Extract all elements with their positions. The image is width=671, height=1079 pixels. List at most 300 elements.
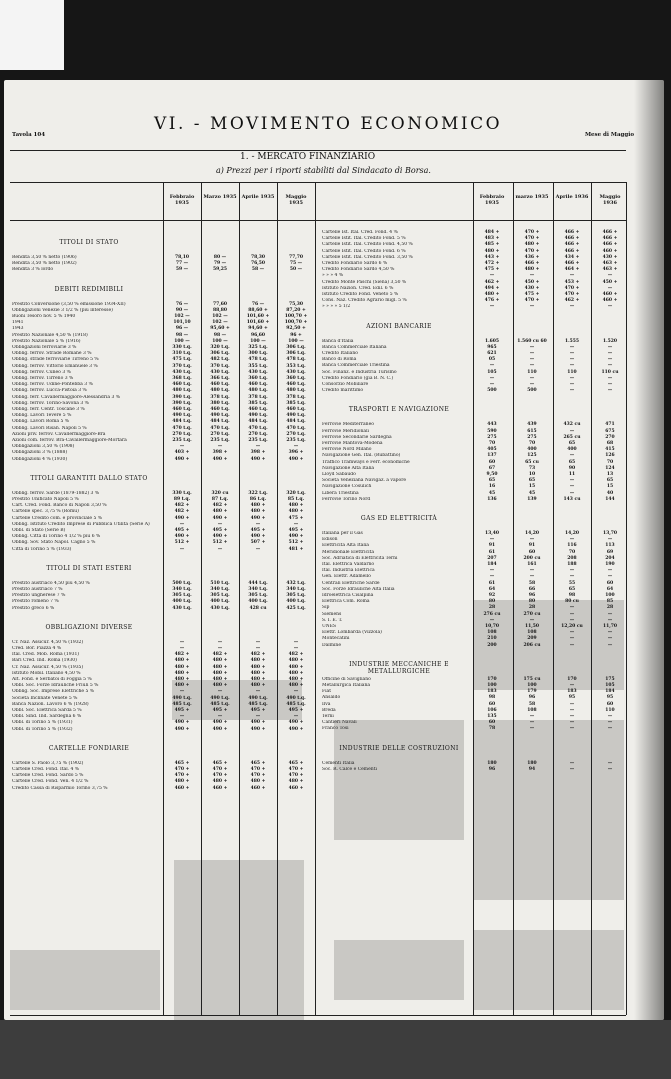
- section-heading: TITOLI DI STATO: [59, 239, 119, 246]
- cell-value: 209: [527, 636, 537, 642]
- cell-value: 480 +: [174, 677, 190, 682]
- cell-value: —: [529, 537, 535, 543]
- cell-value: 480 +: [250, 670, 266, 676]
- cell-value: 495 +: [174, 528, 190, 533]
- cell-value: 184: [487, 562, 497, 567]
- row-label: Officine di Savigliano: [322, 676, 371, 682]
- cell-value: —: [489, 304, 495, 310]
- cell-value: 100,70 +: [284, 320, 308, 326]
- cell-value: 490 +: [212, 726, 228, 732]
- row-label: Ital. Cred. Mob. Roma (1931): [12, 652, 80, 658]
- cell-value: 430 +: [524, 285, 540, 291]
- cell-value: 480 t.q.: [248, 388, 268, 394]
- cell-value: 65: [606, 478, 614, 484]
- cell-value: 466 +: [524, 261, 540, 266]
- cell-value: 512 +: [212, 540, 228, 546]
- cell-value: 470 +: [174, 767, 190, 772]
- cell-value: 270 t.q.: [248, 431, 268, 437]
- row-label: Istituto Mobil. Italiano 4,50 %: [12, 670, 81, 676]
- cell-value: 305 t.q.: [248, 593, 268, 599]
- cell-value: 480 +: [174, 670, 190, 676]
- cell-value: 85 t.q.: [287, 497, 305, 502]
- row-label: Prestito ungherese 7 %: [12, 593, 66, 599]
- cell-value: 100 —: [174, 338, 190, 344]
- cell-value: 470 +: [250, 773, 266, 779]
- cell-value: —: [569, 304, 575, 310]
- cell-value: 190: [605, 562, 615, 567]
- cell-value: 180: [527, 760, 537, 766]
- column-rule-4: [315, 182, 316, 1015]
- cell-value: 16: [488, 484, 496, 490]
- cell-value: 480 t.q.: [286, 388, 306, 394]
- cell-value: 100 —: [288, 338, 304, 344]
- row-label: Obblig. strade ferroviarie Tirreno 5 %: [12, 357, 99, 363]
- cell-value: 65: [568, 441, 576, 446]
- row-label: Cartelle Istit. Ital. Credito Fond. 3,50 %: [322, 254, 413, 260]
- cell-value: —: [607, 714, 613, 719]
- cell-value: 443 +: [484, 254, 500, 260]
- row-label: Obblig. Sov. Stato Napol. Cagno 5 %: [12, 540, 96, 546]
- row-label: Prestito Nazionale 4,50 % (1918): [12, 332, 88, 338]
- cell-value: 10,70: [484, 624, 500, 629]
- cell-value: 325 t.q.: [248, 345, 268, 350]
- cell-value: 265 cu: [563, 434, 581, 440]
- cell-value: 300 t.q.: [248, 351, 268, 357]
- cell-value: —: [569, 683, 575, 688]
- cell-value: 621: [487, 351, 497, 356]
- row-label: Terni: [322, 714, 334, 719]
- row-label: Montecatini: [322, 636, 350, 642]
- row-label: Ital. Industria Elettrica: [322, 568, 375, 574]
- cell-value: 485 +: [484, 242, 500, 248]
- cell-value: 59 —: [175, 267, 189, 273]
- cell-value: 108: [487, 630, 497, 636]
- cell-value: 470 t.q.: [210, 425, 230, 431]
- cell-value: 65: [568, 586, 576, 592]
- cell-value: 490 +: [288, 534, 304, 540]
- row-label: Obblig. Lavori Roma 5 %: [12, 419, 70, 425]
- months-note: Mese di Maggio: [584, 132, 634, 138]
- section-heading: TRASPORTI E NAVIGAZIONE: [348, 406, 450, 414]
- cell-value: 275: [527, 434, 537, 440]
- cell-value: —: [607, 382, 613, 387]
- cell-value: 450 +: [602, 279, 618, 285]
- cell-value: —: [607, 375, 613, 381]
- row-label: Istituto Nazion. Cred. Edil. 6 %: [322, 285, 394, 291]
- row-label: Rendita 3 % lordo: [12, 267, 54, 273]
- cell-value: 482 +: [174, 509, 190, 515]
- row-label: Obblig. Lavori Tevere 5 %: [12, 413, 72, 419]
- cell-value: 415: [605, 447, 615, 453]
- row-label: Soc. Forze Idrauliche Alta Italia: [322, 586, 395, 592]
- row-label: Sip: [322, 605, 330, 611]
- row-label: Società Inclinate Venete 5 %: [12, 695, 78, 701]
- cell-value: 89 t.q.: [173, 497, 191, 502]
- cell-value: 12,20 cu: [561, 624, 583, 629]
- cell-value: —: [489, 617, 495, 623]
- cell-value: 460 t.q.: [286, 407, 306, 412]
- cell-value: 460 +: [250, 785, 266, 791]
- cell-value: 73: [528, 465, 536, 471]
- cell-value: 490 +: [174, 515, 190, 521]
- cell-value: 405: [487, 447, 497, 453]
- row-label: Credito Italiano: [322, 351, 358, 356]
- row-label: Obbl. Sind. Ind. Sardegna 6 %: [12, 714, 82, 720]
- row-label: Obbl. Soc. Forze Idrauliche Friuli 5 %: [12, 683, 99, 689]
- cell-value: 480 +: [212, 509, 228, 515]
- cell-value: —: [179, 639, 185, 645]
- cell-value: 460 +: [602, 248, 618, 254]
- cell-value: 463 +: [602, 261, 618, 266]
- cell-value: 60: [488, 720, 496, 726]
- cell-value: —: [217, 546, 223, 552]
- cell-value: 125: [527, 453, 537, 459]
- cell-value: 50 —: [289, 267, 303, 273]
- row-label: Banca d'Italia: [322, 338, 354, 344]
- cell-value: 396 +: [288, 450, 304, 456]
- cell-value: 96 +: [290, 332, 302, 338]
- row-label: Cons. Naz. Credito Agrario migl. 5 %: [322, 298, 407, 304]
- row-label: Ferrovie Mediterraneo: [322, 422, 374, 428]
- cell-value: —: [529, 714, 535, 719]
- cell-value: 470 +: [212, 767, 228, 772]
- cell-value: 480 +: [288, 779, 304, 785]
- cell-value: 80 —: [213, 255, 227, 260]
- column-header: Maggio 1935: [285, 194, 307, 206]
- cell-value: 495 +: [250, 708, 266, 713]
- cell-value: 490 +: [250, 515, 266, 521]
- row-label: Obbligazioni ferroviarie 3 %: [12, 345, 77, 350]
- cell-value: 460 +: [602, 298, 618, 304]
- cell-value: —: [607, 636, 613, 642]
- cell-value: 96: [528, 593, 536, 598]
- cell-value: 102 —: [212, 320, 228, 326]
- cell-value: 480 +: [524, 267, 540, 273]
- cell-value: 495 +: [212, 528, 228, 533]
- section-title: 1. - MERCATO FINANZIARIO: [240, 152, 376, 162]
- section-heading: OBBLIGAZIONI DIVERSE: [45, 623, 133, 631]
- cell-value: —: [607, 344, 613, 350]
- cell-value: 11,70: [602, 624, 618, 629]
- cell-value: 68: [606, 441, 614, 446]
- cell-value: 500: [487, 388, 497, 394]
- row-label: Azioni com. ferrov. Bra-Cavallermaggiore-Mortara: [12, 438, 127, 443]
- row-label: Bari Cred. Ind. Roma (1930): [12, 658, 77, 664]
- cell-value: 378 t.q.: [210, 394, 230, 400]
- cell-value: 60: [606, 701, 614, 707]
- cell-value: —: [569, 605, 575, 611]
- cell-value: 466 +: [564, 242, 580, 248]
- cell-value: 436 +: [524, 254, 540, 260]
- cell-value: 470 t.q.: [286, 425, 306, 431]
- cell-value: 66: [528, 586, 536, 592]
- cell-value: —: [529, 726, 535, 732]
- cell-value: 432 t.q.: [286, 580, 306, 586]
- row-label: S. I. E. T.: [322, 617, 343, 623]
- cell-value: 480 +: [174, 683, 190, 689]
- cell-value: 95: [606, 695, 614, 701]
- cell-value: 101,10: [173, 320, 191, 326]
- row-label: 1941: [12, 320, 24, 326]
- cell-value: 95,60 +: [210, 326, 230, 332]
- cell-value: 102 —: [174, 314, 190, 319]
- cell-value: —: [607, 363, 613, 369]
- cell-value: 480 +: [288, 664, 304, 670]
- cell-value: 98 —: [213, 332, 227, 338]
- cell-value: 45: [528, 490, 536, 496]
- row-label: Obblig. ferr. Centr. Toscane 3 %: [12, 407, 85, 412]
- cell-value: 110: [567, 369, 577, 375]
- cell-value: —: [529, 304, 535, 310]
- row-label: Fiat: [322, 689, 332, 695]
- cell-value: 270 t.q.: [210, 431, 230, 437]
- cell-value: 615: [527, 428, 537, 434]
- cell-value: 482 +: [250, 652, 266, 658]
- cell-value: 70: [488, 441, 496, 446]
- cell-value: 113: [605, 543, 615, 549]
- cell-value: 100: [527, 683, 537, 688]
- cell-value: 380 t.q.: [210, 400, 230, 406]
- cell-value: 9,50: [486, 472, 498, 477]
- row-label: » » » » 5 1/2: [322, 304, 351, 310]
- column-header: Aprile 1936: [555, 194, 589, 200]
- scan-dark-region: [474, 720, 624, 900]
- cell-value: 485 t.q.: [248, 701, 268, 707]
- row-label: Prestito Conversione (3,50 % emissione 1934-XII): [12, 301, 126, 307]
- scan-dark-region: [334, 720, 464, 840]
- cell-value: 75,30: [288, 301, 304, 307]
- cell-value: —: [569, 388, 575, 394]
- cell-value: 28: [528, 605, 536, 611]
- cell-value: —: [293, 521, 299, 527]
- cell-value: 183: [487, 689, 497, 695]
- cell-value: —: [569, 574, 575, 580]
- cell-value: 480 +: [250, 503, 266, 509]
- cell-value: 100 —: [250, 338, 266, 344]
- cell-value: —: [569, 701, 575, 707]
- cell-value: 58 —: [251, 267, 265, 273]
- cell-value: 470 +: [174, 773, 190, 779]
- row-label: Obbligazioni 3 % (1888): [12, 450, 68, 456]
- cell-value: —: [217, 639, 223, 645]
- cell-value: 126: [605, 453, 615, 459]
- row-label: Italiana per il Gas: [322, 531, 363, 536]
- cell-value: 490 t.q.: [210, 413, 230, 419]
- cell-value: 75 —: [289, 261, 303, 267]
- cell-value: 77,60: [212, 301, 228, 307]
- cell-value: —: [529, 617, 535, 623]
- cell-value: 400: [567, 447, 577, 453]
- cell-value: 470 +: [564, 285, 580, 291]
- row-label: Obbligazioni Venezie 3 1/2 % (più interesse): [12, 307, 113, 313]
- cell-value: 390 t.q.: [172, 400, 192, 406]
- cell-value: 675: [605, 428, 615, 434]
- row-label: Banca Nazion. Lavoro 6 % (1928): [12, 701, 89, 707]
- cell-value: 45: [488, 490, 496, 496]
- cell-value: —: [569, 636, 575, 642]
- cell-value: 05: [488, 357, 496, 363]
- cell-value: 378 t.q.: [286, 394, 306, 400]
- row-label: Cartelle S. Paolo 3,75 % (1902): [12, 760, 84, 766]
- cell-value: —: [607, 630, 613, 636]
- cell-value: 475 t.q.: [172, 357, 192, 363]
- cell-value: 470 t.q.: [248, 425, 268, 431]
- cell-value: 495 +: [288, 528, 304, 533]
- cell-value: 470 +: [524, 298, 540, 304]
- cell-value: —: [569, 568, 575, 574]
- scan-dark-region: [334, 940, 464, 1000]
- cell-value: 400 t.q.: [210, 599, 230, 605]
- cell-value: 61: [488, 580, 496, 586]
- row-label: Elettrica Com. Roma: [322, 599, 370, 605]
- cell-value: 80 cu: [565, 599, 579, 605]
- cell-value: 124: [605, 465, 615, 471]
- cell-value: 1.560 cu 60: [517, 338, 547, 344]
- row-label: Obblig. ferrov. Torino-Savona 3 %: [12, 400, 89, 406]
- cell-value: 430 t.q.: [172, 369, 192, 375]
- cell-value: 460 t.q.: [172, 382, 192, 388]
- cell-value: 466 +: [564, 236, 580, 242]
- section-heading: INDUSTRIE DELLE COSTRUZIONI: [339, 744, 459, 752]
- cell-value: 92,50 +: [286, 326, 306, 332]
- cell-value: 78,30: [250, 255, 266, 260]
- cell-value: 90: [568, 465, 576, 471]
- cell-value: —: [179, 444, 185, 450]
- cell-value: 480 +: [174, 779, 190, 785]
- section-heading: CARTELLE FONDIARIE: [48, 744, 130, 752]
- cell-value: 143 cu: [563, 496, 581, 502]
- cell-value: 481 +: [288, 546, 304, 552]
- row-label: Credito Fondiario (già B. N. C.): [322, 375, 394, 381]
- cell-value: —: [569, 537, 575, 543]
- cell-value: —: [179, 714, 185, 720]
- cell-value: 360 t.q.: [248, 376, 268, 381]
- cell-value: 67: [488, 465, 496, 471]
- cell-value: —: [607, 760, 613, 766]
- cell-value: 512 +: [174, 540, 190, 546]
- cell-value: 80: [528, 599, 536, 605]
- cell-value: 200 cu: [523, 555, 541, 561]
- cell-value: 464 +: [564, 267, 580, 273]
- cell-value: 179: [527, 689, 537, 695]
- cell-value: 480 t.q.: [210, 388, 230, 394]
- cell-value: 96 —: [175, 326, 189, 332]
- cell-value: 482 +: [212, 652, 228, 658]
- row-label: Cartelle Credito com. e provinciale 5 %: [12, 515, 103, 521]
- cell-value: 87 t.q.: [211, 497, 229, 502]
- cell-value: 490 +: [250, 456, 266, 462]
- cell-value: 80: [488, 599, 496, 605]
- row-label: Istituto Credito Fond. Veneto 5 %: [322, 292, 399, 297]
- cell-value: 204: [605, 555, 615, 561]
- cell-value: 485 t.q.: [210, 701, 230, 707]
- cell-value: 484 t.q.: [248, 419, 268, 425]
- cell-value: 77,70: [288, 255, 304, 260]
- cell-value: 490 +: [174, 726, 190, 732]
- cell-value: —: [569, 726, 575, 732]
- cell-value: —: [489, 273, 495, 279]
- cell-value: 14,20: [524, 531, 540, 536]
- cell-value: —: [489, 382, 495, 387]
- cell-value: —: [529, 574, 535, 580]
- cell-value: 322 t.q.: [248, 490, 268, 496]
- cell-value: 480 +: [250, 677, 266, 682]
- row-label: Cantieri Navali: [322, 720, 357, 726]
- cell-value: —: [569, 642, 575, 648]
- cell-value: 101,60 +: [246, 314, 270, 319]
- cell-value: 466 +: [602, 230, 618, 235]
- cell-value: 470 +: [288, 767, 304, 772]
- cell-value: 110: [527, 369, 537, 375]
- row-label: Obbligazioni 3,50 % (1908): [12, 444, 75, 450]
- row-label: Obblig. Città di Torino 4 1/2 % più 6 %: [12, 534, 101, 540]
- cell-value: 100: [605, 593, 615, 598]
- cell-value: 78,10: [174, 255, 190, 260]
- cell-value: 69: [606, 549, 614, 555]
- cell-value: 430 +: [602, 254, 618, 260]
- section-heading: GAS ED ELETTRICITÀ: [360, 515, 438, 522]
- row-label: Cartelle Cred. Fond. Sardo 5 %: [12, 773, 84, 779]
- row-label: Libera Triestina: [322, 490, 359, 496]
- row-label: Cementi Italia: [322, 760, 355, 766]
- cell-value: 368 t.q.: [172, 376, 192, 381]
- cell-value: 400 t.q.: [248, 599, 268, 605]
- cell-value: 85: [606, 599, 614, 605]
- row-label: Cr. Naz. Assicur. 4,50 % (1932): [12, 639, 84, 645]
- cell-value: 91: [488, 543, 496, 549]
- cell-value: 470 +: [288, 773, 304, 779]
- cell-value: —: [293, 444, 299, 450]
- cell-value: 465 +: [250, 760, 266, 766]
- cell-value: —: [255, 689, 261, 695]
- cell-value: 340 t.q.: [210, 587, 230, 592]
- cell-value: 465 +: [174, 760, 190, 766]
- cell-value: —: [529, 351, 535, 356]
- row-label: Elettricità Alta Italia: [322, 543, 369, 549]
- cell-value: —: [217, 521, 223, 527]
- table-subtitle: a) Prezzi per i riporti stabiliti dal Sindacato di Borsa.: [216, 166, 431, 175]
- cell-value: —: [607, 720, 613, 726]
- row-label: Ferrovie Torino Nord: [322, 496, 371, 502]
- cell-value: 490 +: [212, 515, 228, 521]
- cell-value: 480 +: [288, 503, 304, 509]
- cell-value: —: [569, 714, 575, 719]
- cell-value: 139: [527, 496, 537, 502]
- cell-value: 490 t.q.: [172, 413, 192, 419]
- cell-value: —: [569, 344, 575, 350]
- cell-value: 96: [528, 695, 536, 701]
- column-header: Maggio 1936: [599, 194, 621, 206]
- cell-value: 340 t.q.: [172, 587, 192, 592]
- cell-value: —: [293, 714, 299, 720]
- cell-value: 482 +: [174, 652, 190, 658]
- cell-value: 105: [605, 683, 615, 688]
- row-label: Cred. Bor. Piazza 4 %: [12, 646, 62, 651]
- cell-value: 58: [528, 701, 536, 707]
- row-label: Lloyd Sabaudo: [322, 472, 356, 477]
- cell-value: 476 +: [484, 298, 500, 304]
- cell-value: 390 t.q.: [172, 394, 192, 400]
- cell-value: 466 +: [602, 236, 618, 242]
- cell-value: 184: [605, 689, 615, 695]
- cell-value: 480 +: [250, 658, 266, 664]
- cell-value: 490 +: [250, 534, 266, 540]
- row-label: Obbl. Soc. Elettrica Sarda 5 %: [12, 708, 82, 713]
- cell-value: 11,50: [524, 624, 540, 629]
- cell-value: 94: [528, 766, 536, 772]
- cell-value: 480 +: [524, 242, 540, 248]
- cell-value: 480 +: [288, 670, 304, 676]
